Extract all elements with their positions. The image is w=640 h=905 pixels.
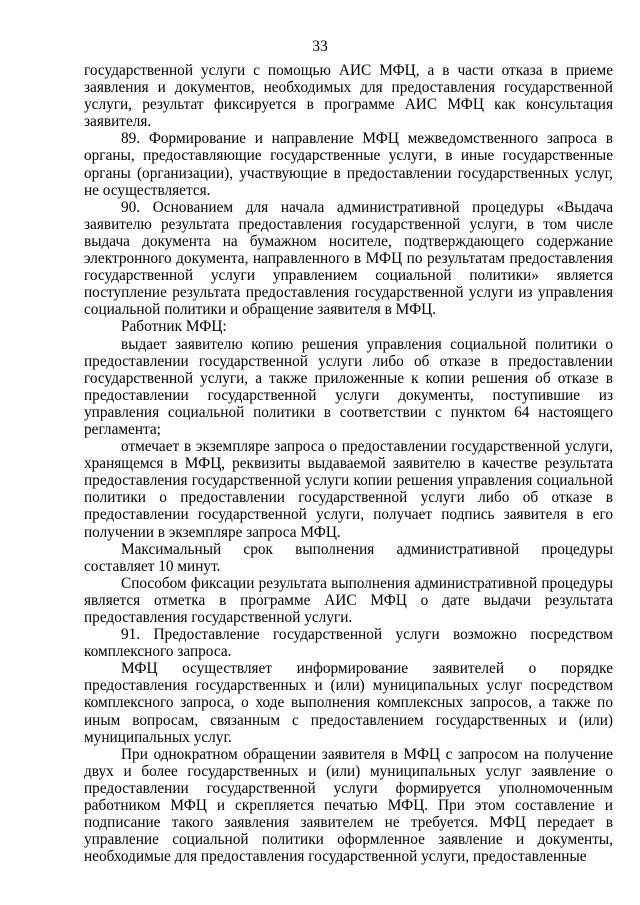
- page-number: 33: [312, 38, 328, 55]
- paragraph-89: 89. Формирование и направление МФЦ межведомственного запроса в органы, предоставляющие государственные услуги, в иные государственные органы (организации), участвующие в предоставлении государственных услуг, не осуществляется.: [84, 130, 613, 199]
- paragraph-90: 90. Основанием для начала административной процедуры «Выдача заявителю результата предоставления государственной услуги, в том числе выдача документа на бумажном носителе, подтверждающего содержание электронного документа, направленного в МФЦ по результатам предоставления государственной услуги управлением социальной политики» является поступление результата предоставления государственной услуги из управления социальной политики и обращение заявителя в МФЦ.: [84, 198, 613, 319]
- document-body: [84, 62, 613, 865]
- paragraph-continuation: государственной услуги с помощью АИС МФЦ, а в части отказа в приеме заявления и документов, необходимых для предоставления государственной услуги, результат фиксируется в программе АИС МФЦ как консультация заявителя.: [84, 62, 613, 131]
- paragraph-fixation-method: Способом фиксации результата выполнения административной процедуры является отметка в программе АИС МФЦ о дате выдачи результата предоставления государственной услуги.: [84, 574, 613, 626]
- paragraph-91: 91. Предоставление государственной услуги возможно посредством комплексного запроса.: [84, 626, 613, 661]
- paragraph-max-duration: Максимальный срок выполнения административной процедуры составляет 10 минут.: [84, 540, 613, 575]
- paragraph-issues-copy: выдает заявителю копию решения управления социальной политики о предоставлении государственной услуги либо об отказе в предоставлении государственной услуги, а также приложенные к копии решения об отказе в предоставлении государственной услуги документы, поступившие из управления социальной политики в соответствии с пунктом 64 настоящего регламента;: [84, 335, 613, 438]
- paragraph-marks-request: отмечает в экземпляре запроса о предоставлении государственной услуги, хранящемся в МФЦ, реквизиты выдаваемой заявителю в качестве результата предоставления государственной услуги копии решения управления социальной политики о предоставлении государственной услуги либо об отказе в предоставлении государственной услуги, получает подпись заявителя в его получении в экземпляре запроса МФЦ.: [84, 438, 613, 541]
- paragraph-mfc-worker: Работник МФЦ:: [121, 318, 227, 336]
- paragraph-mfc-informing: МФЦ осуществляет информирование заявителей о порядке предоставления государственных и (или) муниципальных услуг посредством комплексного запроса, о ходе выполнения комплексных запросов, а также по иным вопросам, связанным с предоставлением государственных и (или) муниципальных услуг.: [84, 660, 613, 746]
- paragraph-single-appeal: При однократном обращении заявителя в МФЦ с запросом на получение двух и более государственных и (или) муниципальных услуг заявление о предоставлении государственной услуги формируется уполномоченным работником МФЦ и скрепляется печатью МФЦ. При этом составление и подписание такого заявления заявителем не требуется. МФЦ передает в управление социальной политики оформленное заявление и документы, необходимые для предоставления государственной услуги, предоставленные: [84, 745, 613, 866]
